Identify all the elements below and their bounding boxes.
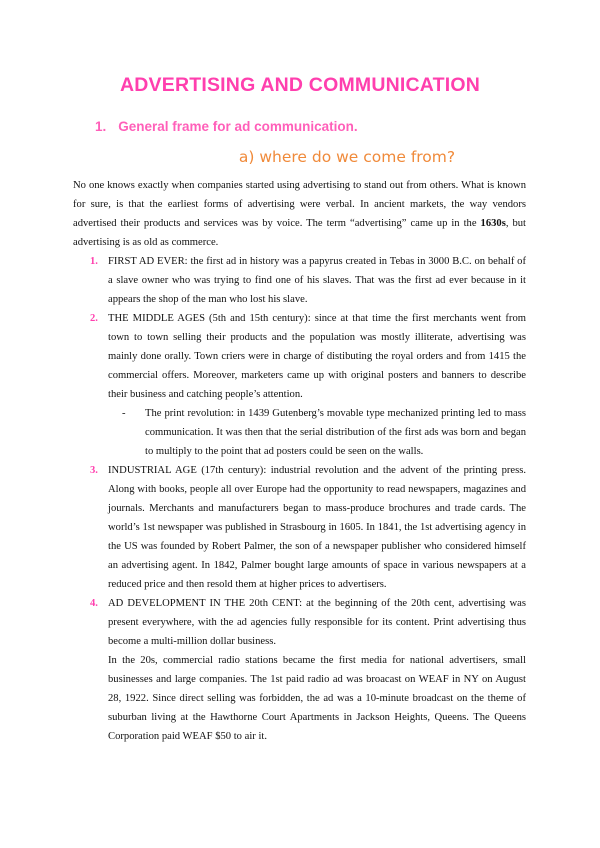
list-item-text: AD DEVELOPMENT IN THE 20th CENT: at the beginning of the 20th cent, advertising was present everywhere, with the ad agencies fully responsible for its content. Print advertising thus become a multi-million dollar business.	[108, 598, 526, 647]
document-title: ADVERTISING AND COMMUNICATION	[119, 74, 481, 96]
list-item-text: FIRST AD EVER: the first ad in history was a papyrus created in Tebas in 3000 B.C. on behalf of a slave owner who was trying to find one of his slaves. That was the first ad ever because in it appears the shop of the man who lost his slave.	[108, 256, 526, 305]
section-number: 1.	[95, 119, 107, 134]
list-number: 4.	[90, 598, 98, 609]
intro-bold-year: 1630s	[480, 218, 506, 229]
list-item-text: THE MIDDLE AGES (5th and 15th century): since at that time the first merchants went from town to town selling their products and the population was mostly illiterate, advertising was mainly done orally. Town criers were in charge of distibuting the royal orders and from 1415 the commercial offers. Moreover, marketers came up with original posters and banners to describe their business and catching people’s attention.	[108, 313, 526, 400]
list-item	[73, 594, 526, 746]
sub-list-item	[122, 404, 526, 461]
list-number: 2.	[90, 313, 98, 324]
subsection-heading: a) where do we come from?	[238, 148, 456, 166]
sub-list	[108, 404, 526, 461]
list-item-text: INDUSTRIAL AGE (17th century): industrial revolution and the advent of the printing press. Along with books, people all over Europe had the opportunity to read newspapers, magazines and journals. Merchants and manufacturers began to mass-produce brochures and trade cards. The world’s 1st newspaper was published in Strasbourg in 1605. In 1841, the 1st advertising agency in the US was founded by Robert Palmer, the son of a newspaper publisher who considered himself an advertising agent. In 1842, Palmer bought large amounts of space in various newspapers at a reduced price and then resold them at higher prices to advertisers.	[108, 465, 526, 590]
list-item	[73, 461, 526, 594]
section-heading	[95, 119, 358, 134]
numbered-list	[73, 252, 526, 746]
list-item	[73, 252, 526, 309]
list-number: 1.	[90, 256, 98, 267]
document-body	[73, 176, 526, 746]
list-item	[73, 309, 526, 461]
intro-paragraph: No one knows exactly when companies started using advertising to stand out from others. What is known for sure, is that the earliest forms of advertising were verbal. In ancient markets, the way vendors advertised their products and services was by voice. The term “advertising” came up in the 1630s, but advertising is as old as commerce.	[73, 180, 526, 248]
list-number: 3.	[90, 465, 98, 476]
sub-list-item-text: The print revolution: in 1439 Gutenberg’s movable type mechanized printing led to mass communication. It was then that the serial distribution of the first ads was born and began to multiply to the point that ad posters could be seen on the walls.	[145, 408, 526, 457]
section-heading-text: General frame for ad communication.	[118, 119, 358, 134]
dash-bullet: -	[122, 408, 126, 419]
list-item-extra-paragraph: In the 20s, commercial radio stations became the first media for national advertisers, small businesses and large companies. The 1st paid radio ad was broacast on WEAF in NY on August 28, 1922. Since direct selling was forbidden, the ad was a 10-minute broadcast on the theme of suburban living at the Hawthorne Court Apartments in Jackson Heights, Queens. The Queens Corporation paid WEAF $50 to air it.	[108, 655, 526, 742]
